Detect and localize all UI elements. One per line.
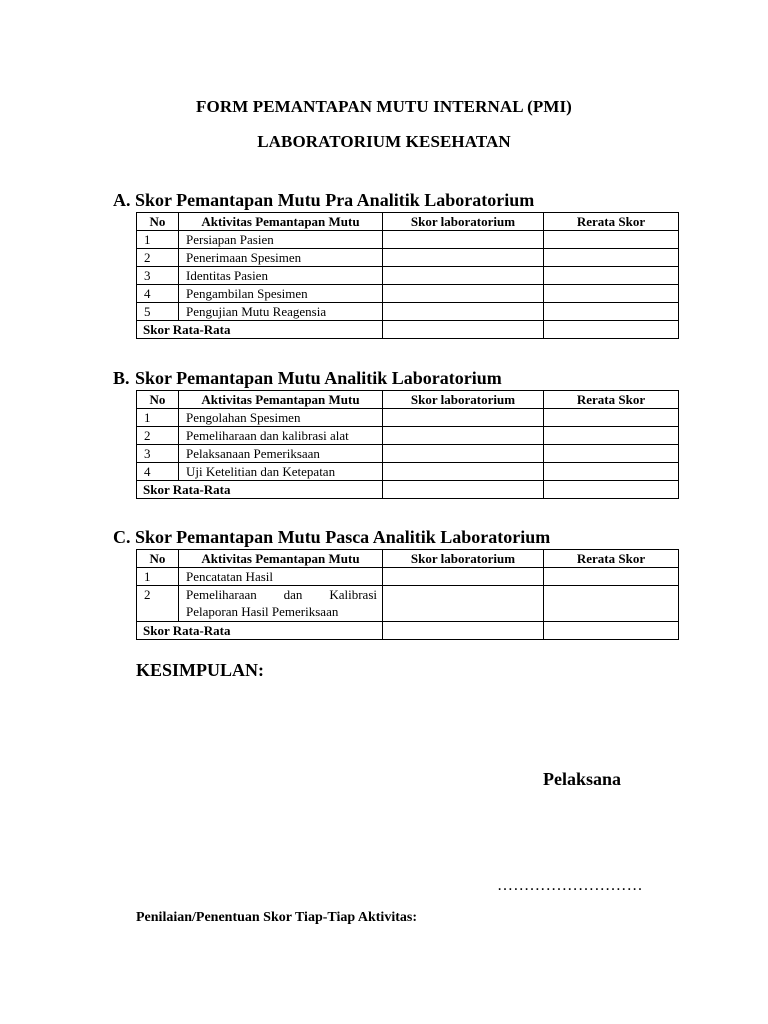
average-avg-cell[interactable] [544, 321, 679, 339]
row-activity: Pencatatan Hasil [179, 568, 383, 586]
table-row [137, 267, 679, 285]
header-score: Skor laboratorium [383, 550, 544, 568]
form-title: FORM PEMANTAPAN MUTU INTERNAL (PMI) [196, 97, 572, 116]
header-no: No [137, 550, 179, 568]
header-score: Skor laboratorium [383, 391, 544, 409]
avg-cell[interactable] [544, 249, 679, 267]
average-row [137, 321, 679, 339]
score-cell[interactable] [383, 285, 544, 303]
section-c-heading: Skor Pemantapan Mutu Pasca Analitik Laboratorium [135, 527, 551, 547]
score-cell[interactable] [383, 267, 544, 285]
signature-line: ……………………… [497, 877, 643, 894]
row-no: 1 [137, 231, 179, 249]
row-no: 5 [137, 303, 179, 321]
row-activity-line1 [186, 586, 377, 603]
table-row [137, 303, 679, 321]
table-row [137, 231, 679, 249]
avg-cell[interactable] [544, 409, 679, 427]
header-activity: Aktivitas Pemantapan Mutu [179, 550, 383, 568]
row-no: 4 [137, 463, 179, 481]
row-activity: Persiapan Pasien [179, 231, 383, 249]
average-row [137, 622, 679, 640]
avg-cell[interactable] [544, 445, 679, 463]
score-cell[interactable] [383, 445, 544, 463]
row-no: 4 [137, 285, 179, 303]
signature-role: Pelaksana [543, 769, 622, 789]
row-no: 2 [137, 249, 179, 267]
average-score-cell[interactable] [383, 481, 544, 499]
average-label: Skor Rata-Rata [137, 481, 383, 499]
header-score: Skor laboratorium [383, 213, 544, 231]
row-no: 2 [137, 427, 179, 445]
section-b-title [113, 368, 502, 389]
section-b-letter: B. [113, 368, 130, 388]
score-cell[interactable] [383, 303, 544, 321]
average-label: Skor Rata-Rata [137, 622, 383, 640]
section-c-letter: C. [113, 527, 131, 547]
table-row [137, 463, 679, 481]
row-no: 3 [137, 267, 179, 285]
header-no: No [137, 391, 179, 409]
row-activity: Pelaksanaan Pemeriksaan [179, 445, 383, 463]
conclusion-label: KESIMPULAN: [136, 660, 265, 680]
section-c-table [136, 549, 679, 640]
section-b-table [136, 390, 679, 499]
header-avg: Rerata Skor [544, 550, 679, 568]
row-activity: Uji Ketelitian dan Ketepatan [179, 463, 383, 481]
header-activity: Aktivitas Pemantapan Mutu [179, 213, 383, 231]
section-c-title [113, 527, 550, 548]
row-no: 2 [137, 586, 179, 622]
header-no: No [137, 213, 179, 231]
row-activity-line2: Pelaporan Hasil Pemeriksaan [186, 604, 339, 619]
row-activity: Pemeliharaan dan kalibrasi alat [179, 427, 383, 445]
section-a-title [113, 190, 534, 211]
average-score-cell[interactable] [383, 622, 544, 640]
avg-cell[interactable] [544, 586, 679, 622]
row-no: 1 [137, 568, 179, 586]
avg-cell[interactable] [544, 427, 679, 445]
score-cell[interactable] [383, 427, 544, 445]
row-activity: Penerimaan Spesimen [179, 249, 383, 267]
table-header-row [137, 550, 679, 568]
table-row [137, 409, 679, 427]
table-row [137, 285, 679, 303]
section-b-heading: Skor Pemantapan Mutu Analitik Laboratorium [135, 368, 502, 388]
row-activity: Pengambilan Spesimen [179, 285, 383, 303]
table-row [137, 445, 679, 463]
header-avg: Rerata Skor [544, 391, 679, 409]
average-row [137, 481, 679, 499]
average-score-cell[interactable] [383, 321, 544, 339]
score-cell[interactable] [383, 249, 544, 267]
table-row [137, 427, 679, 445]
table-row [137, 586, 679, 622]
score-cell[interactable] [383, 568, 544, 586]
row-no: 3 [137, 445, 179, 463]
avg-cell[interactable] [544, 285, 679, 303]
table-row [137, 249, 679, 267]
avg-cell[interactable] [544, 267, 679, 285]
avg-cell[interactable] [544, 463, 679, 481]
row-no: 1 [137, 409, 179, 427]
avg-cell[interactable] [544, 231, 679, 249]
score-cell[interactable] [383, 463, 544, 481]
table-header-row [137, 213, 679, 231]
header-avg: Rerata Skor [544, 213, 679, 231]
section-a-table [136, 212, 679, 339]
activity-word: Kalibrasi [329, 587, 377, 602]
average-avg-cell[interactable] [544, 622, 679, 640]
average-label: Skor Rata-Rata [137, 321, 383, 339]
avg-cell[interactable] [544, 568, 679, 586]
avg-cell[interactable] [544, 303, 679, 321]
row-activity: Pengolahan Spesimen [179, 409, 383, 427]
average-avg-cell[interactable] [544, 481, 679, 499]
header-activity: Aktivitas Pemantapan Mutu [179, 391, 383, 409]
section-a-heading: Skor Pemantapan Mutu Pra Analitik Laboratorium [135, 190, 535, 210]
footer-note: Penilaian/Penentuan Skor Tiap-Tiap Aktivitas: [136, 910, 417, 925]
activity-word: Pemeliharaan [186, 587, 257, 602]
row-activity: Pengujian Mutu Reagensia [179, 303, 383, 321]
score-cell[interactable] [383, 409, 544, 427]
activity-word: dan [283, 587, 303, 602]
score-cell[interactable] [383, 586, 544, 622]
form-subtitle: LABORATORIUM KESEHATAN [257, 132, 511, 151]
row-activity: Identitas Pasien [179, 267, 383, 285]
score-cell[interactable] [383, 231, 544, 249]
table-row [137, 568, 679, 586]
row-activity [179, 586, 383, 622]
table-header-row [137, 391, 679, 409]
section-a-letter: A. [113, 190, 131, 210]
